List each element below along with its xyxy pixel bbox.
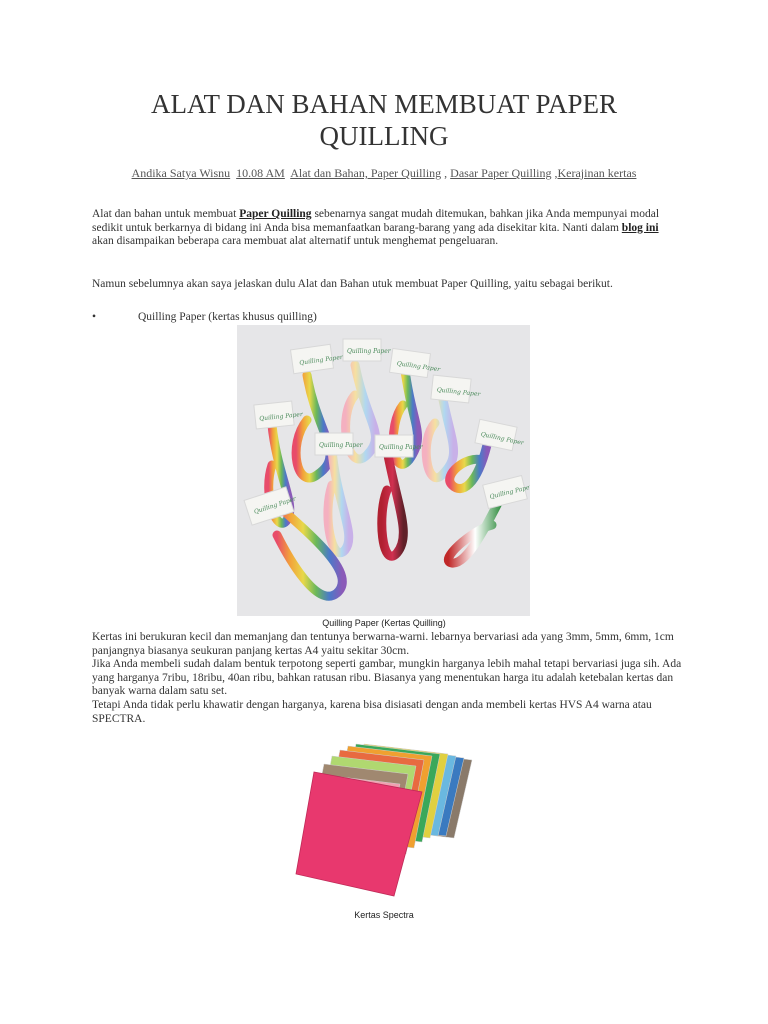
label-separator: , [441,166,451,180]
label-link-kerajinan[interactable]: Kerajinan kertas [557,166,637,180]
figure-caption: Kertas Spectra [354,910,414,920]
page-title: ALAT DAN BAHAN MEMBUAT PAPER QUILLING [150,89,618,151]
svg-text:Quilling Paper: Quilling Paper [347,348,391,355]
post-meta [60,166,708,181]
svg-text:Quilling Paper: Quilling Paper [488,483,530,501]
list-item-text: Quilling Paper (kertas khusus quilling) [138,311,317,323]
text: akan disampaikan beberapa cara membuat alat alternatif untuk menghemat pengeluaran. [92,235,499,248]
label-separator: , [551,166,558,180]
svg-text:Quilling Paper: Quilling Paper [480,430,525,447]
spectra-paper-illustration [294,738,476,904]
paragraph-intro [92,208,682,249]
text: sebenarnya sangat mudah ditemukan, bahkan jika Anda mempunyai modal sedikit untuk berkarnya di bidang ini Anda bisa memanfaatkan barang-barang yang ada disekitar kita. Nanti dalam [92,208,660,234]
svg-text:Quilling Paper: Quilling Paper [319,442,363,449]
paragraph-line: Tetapi Anda tidak perlu khawatir dengan harganya, karena bisa disiasati dengan anda membeli kertas HVS A4 warna atau SPECTRA. [92,698,652,725]
paragraph-line: Jika Anda membeli sudah dalam bentuk terpotong seperti gambar, mungkin harganya lebih mahal tetapi bervariasi juga sih. Ada yang harganya 7ribu, 18ribu, 40an ribu, bahkan ratusan ribu. Biasanya yang menentukan harga itu adalah ketebalan kertas dan banyak warna dalam satu set. [92,658,682,698]
svg-text:Quilling Paper: Quilling Paper [379,444,423,451]
time-link[interactable]: 10.08 AM [236,166,285,180]
author-link[interactable]: Andika Satya Wisnu [131,166,231,180]
paragraph-lead: Namun sebelumnya akan saya jelaskan dulu Alat dan Bahan utuk membuat Paper Quilling, yaitu sebagai berikut. [92,278,613,290]
blog-link[interactable]: blog ini [621,221,659,234]
svg-text:Quilling Paper: Quilling Paper [436,386,481,399]
label-link-alat-bahan[interactable]: Alat dan Bahan, Paper Quilling [290,166,442,180]
quilling-paper-illustration [237,325,530,616]
label-link-dasar[interactable]: Dasar Paper Quilling [450,166,552,180]
svg-text:Quilling Paper: Quilling Paper [298,353,344,367]
figure-caption: Quilling Paper (Kertas Quilling) [322,618,446,628]
svg-text:Quilling Paper: Quilling Paper [258,411,304,423]
svg-text:Quilling Paper: Quilling Paper [396,360,441,374]
quilling-paper-photo [237,325,530,616]
paragraph-line: Kertas ini berukuran kecil dan memanjang dan tentunya berwarna-warni. lebarnya bervariasi ada yang 3mm, 5mm, 6mm, 1cm panjangnya biasanya seukuran panjang kertas A4 yaitu sekitar 30cm. [92,631,674,657]
svg-text:Quilling Paper: Quilling Paper [253,495,297,516]
paragraph-description [92,631,682,726]
bullet-icon: • [92,311,97,323]
text: Alat dan bahan untuk membuat [92,208,240,220]
paper-quilling-link[interactable]: Paper Quilling [239,208,312,220]
spectra-paper-photo [294,738,476,904]
